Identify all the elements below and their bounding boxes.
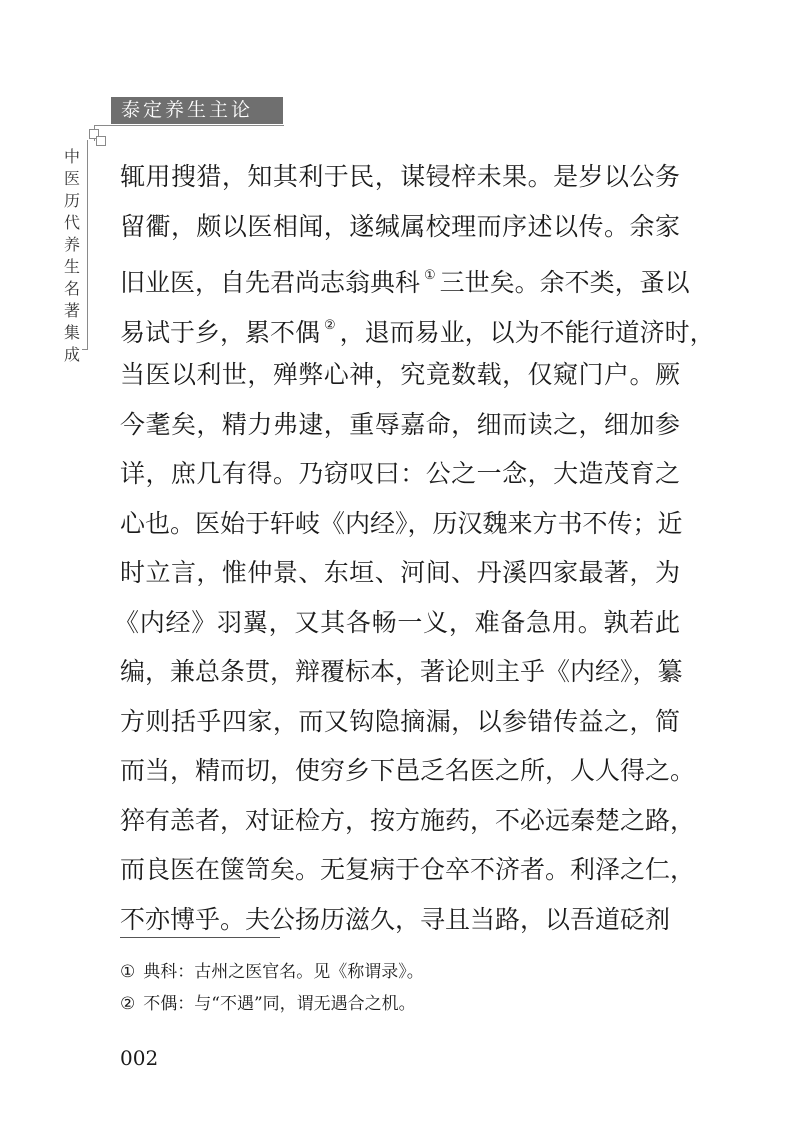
- footnote-item: [120, 988, 680, 1020]
- series-title-char: 成: [63, 345, 80, 364]
- footnote-item: [120, 956, 680, 988]
- footnotes: [120, 956, 680, 1020]
- text-line: 今耄矣，精力弗逮，重辱嘉命，细而读之，细加参: [120, 409, 680, 439]
- text-line: 详，庶几有得。乃窃叹曰：公之一念，大造茂育之: [120, 459, 680, 488]
- series-title-char: 历: [63, 191, 80, 210]
- text-line: 当医以利世，殚弊心神，究竟数载，仅窥门户。厥: [120, 360, 680, 389]
- text-line: 留衢，颇以医相闻，遂缄属校理而序述以传。余家: [120, 211, 680, 241]
- text-line: 方则括乎四家，而又钩隐摘漏，以参错传益之，简: [120, 706, 680, 736]
- footnote-text: 典科：古州之医官名。见《称谓录》。: [143, 962, 424, 982]
- text-line: 《内经》羽翼，又其各畅一义，难备急用。孰若此: [114, 607, 680, 637]
- header-divider: [94, 125, 284, 126]
- footnote-ref[interactable]: ①: [424, 268, 436, 283]
- text-line: 不亦博乎。夫公扬历滋久，寻且当路，以吾道砭剂: [120, 904, 671, 934]
- text-segment: ，退而易业，以为不能行道济时，: [339, 317, 715, 347]
- series-title: [61, 146, 83, 366]
- series-title-char: 名: [63, 279, 80, 298]
- text-line: 猝有恙者，对证检方，按方施药，不必远秦楚之路，: [120, 805, 696, 835]
- footnote-text: 不偶：与“不遇”同，谓无遇合之机。: [143, 994, 416, 1014]
- section-label: 泰定养生主论: [111, 97, 283, 124]
- series-title-char: 代: [63, 213, 80, 232]
- series-title-char: 著: [63, 301, 80, 320]
- text-line: [120, 251, 690, 301]
- text-line: 心也。医始于轩岐《内经》，历汉魏来方书不传；近: [120, 508, 683, 538]
- series-title-char: 医: [63, 169, 80, 188]
- corner-square-ornament: [96, 136, 106, 146]
- sidebar-rule: [87, 140, 88, 350]
- text-segment: 三世矣。余不类，蚤以: [439, 268, 690, 297]
- text-line: 时立言，惟仲景、东垣、河间、丹溪四家最著，为: [120, 558, 680, 587]
- series-title-char: 生: [63, 257, 80, 276]
- series-title-char: 养: [63, 235, 80, 254]
- text-line: [120, 301, 715, 351]
- footnote-number: ②: [120, 994, 136, 1014]
- text-segment: 易试于乡，累不偶: [120, 317, 321, 347]
- series-title-char: 集: [63, 323, 80, 342]
- page-number: 002: [120, 1046, 159, 1070]
- main-text: [114, 152, 715, 944]
- text-segment: 旧业医，自先君尚志翁典科: [120, 268, 421, 297]
- footnote-number: ①: [120, 962, 136, 982]
- text-line: 编，兼总条贯，辩覆标本，著论则主乎《内经》，纂: [120, 657, 683, 686]
- footnote-divider: [120, 937, 280, 938]
- text-line: 而当，精而切，使穷乡下邑乏名医之所，人人得之。: [120, 756, 696, 785]
- series-title-char: 中: [63, 147, 80, 166]
- footnote-ref[interactable]: ②: [324, 317, 336, 333]
- text-line: 辄用搜猎，知其利于民，谋锓梓未果。是岁以公务: [120, 162, 680, 191]
- text-line: 而良医在箧笥矣。无复病于仓卒不济者。利泽之仁，: [120, 855, 696, 884]
